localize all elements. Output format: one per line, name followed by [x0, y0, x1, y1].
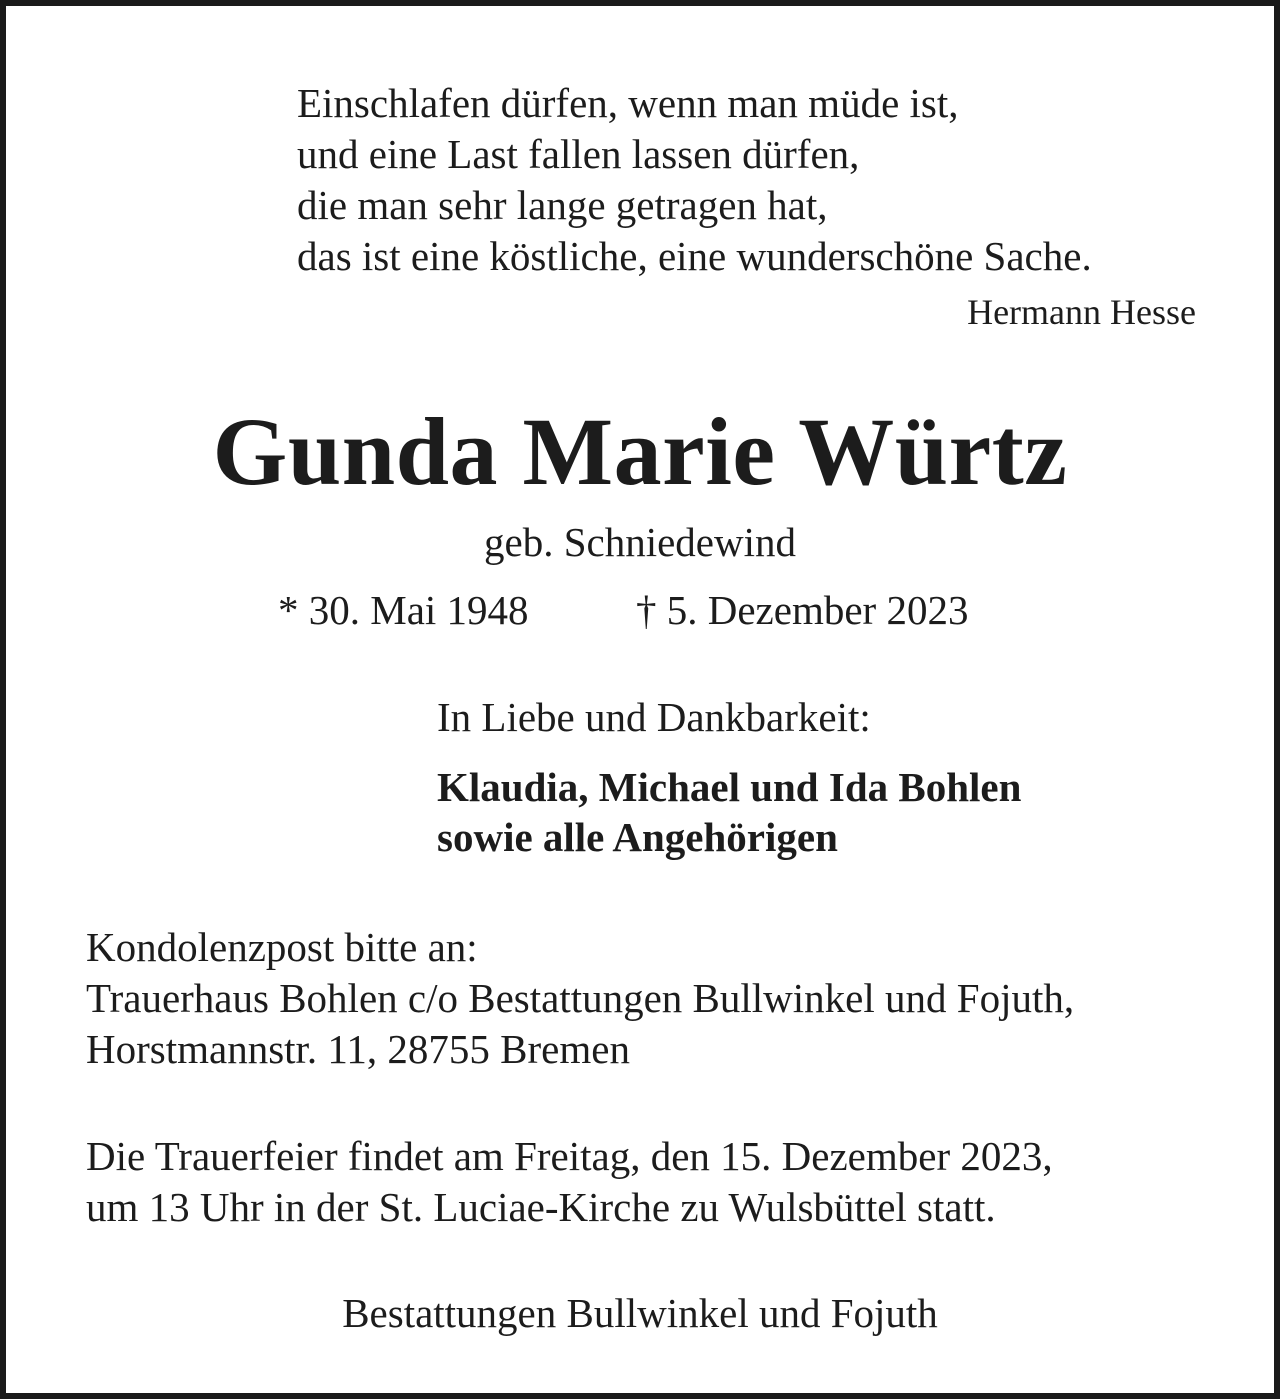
birth-date: * 30. Mai 1948: [278, 587, 529, 633]
condolence-line: Kondolenzpost bitte an:: [86, 924, 478, 970]
condolence-line: Trauerhaus Bohlen c/o Bestattungen Bullwinkel und Fojuth,: [86, 975, 1075, 1021]
poem-line: die man sehr lange getragen hat,: [297, 182, 828, 228]
maiden-name: geb. Schniedewind: [484, 519, 796, 565]
undertaker-name: Bestattungen Bullwinkel und Fojuth: [342, 1290, 938, 1336]
mourners-line: Klaudia, Michael und Ida Bohlen: [437, 764, 1022, 810]
funeral-info: [86, 1131, 1053, 1233]
poem-author: Hermann Hesse: [967, 292, 1196, 332]
condolence-line: Horstmannstr. 11, 28755 Bremen: [86, 1026, 630, 1072]
funeral-line: um 13 Uhr in der St. Luciae-Kirche zu Wulsbüttel statt.: [86, 1184, 996, 1230]
deceased-name: Gunda Marie Würtz: [212, 398, 1068, 505]
mourners-list: [437, 762, 1021, 862]
poem-quote: [297, 78, 1092, 282]
death-date: † 5. Dezember 2023: [636, 587, 969, 633]
mourners-line: sowie alle Angehörigen: [437, 814, 838, 860]
poem-line: und eine Last fallen lassen dürfen,: [297, 131, 860, 177]
condolence-address: [86, 922, 1074, 1075]
poem-line: Einschlafen dürfen, wenn man müde ist,: [297, 80, 959, 126]
poem-line: das ist eine köstliche, eine wunderschöne Sache.: [297, 233, 1092, 279]
funeral-line: Die Trauerfeier findet am Freitag, den 15. Dezember 2023,: [86, 1133, 1053, 1179]
mourners-intro: In Liebe und Dankbarkeit:: [437, 694, 871, 740]
